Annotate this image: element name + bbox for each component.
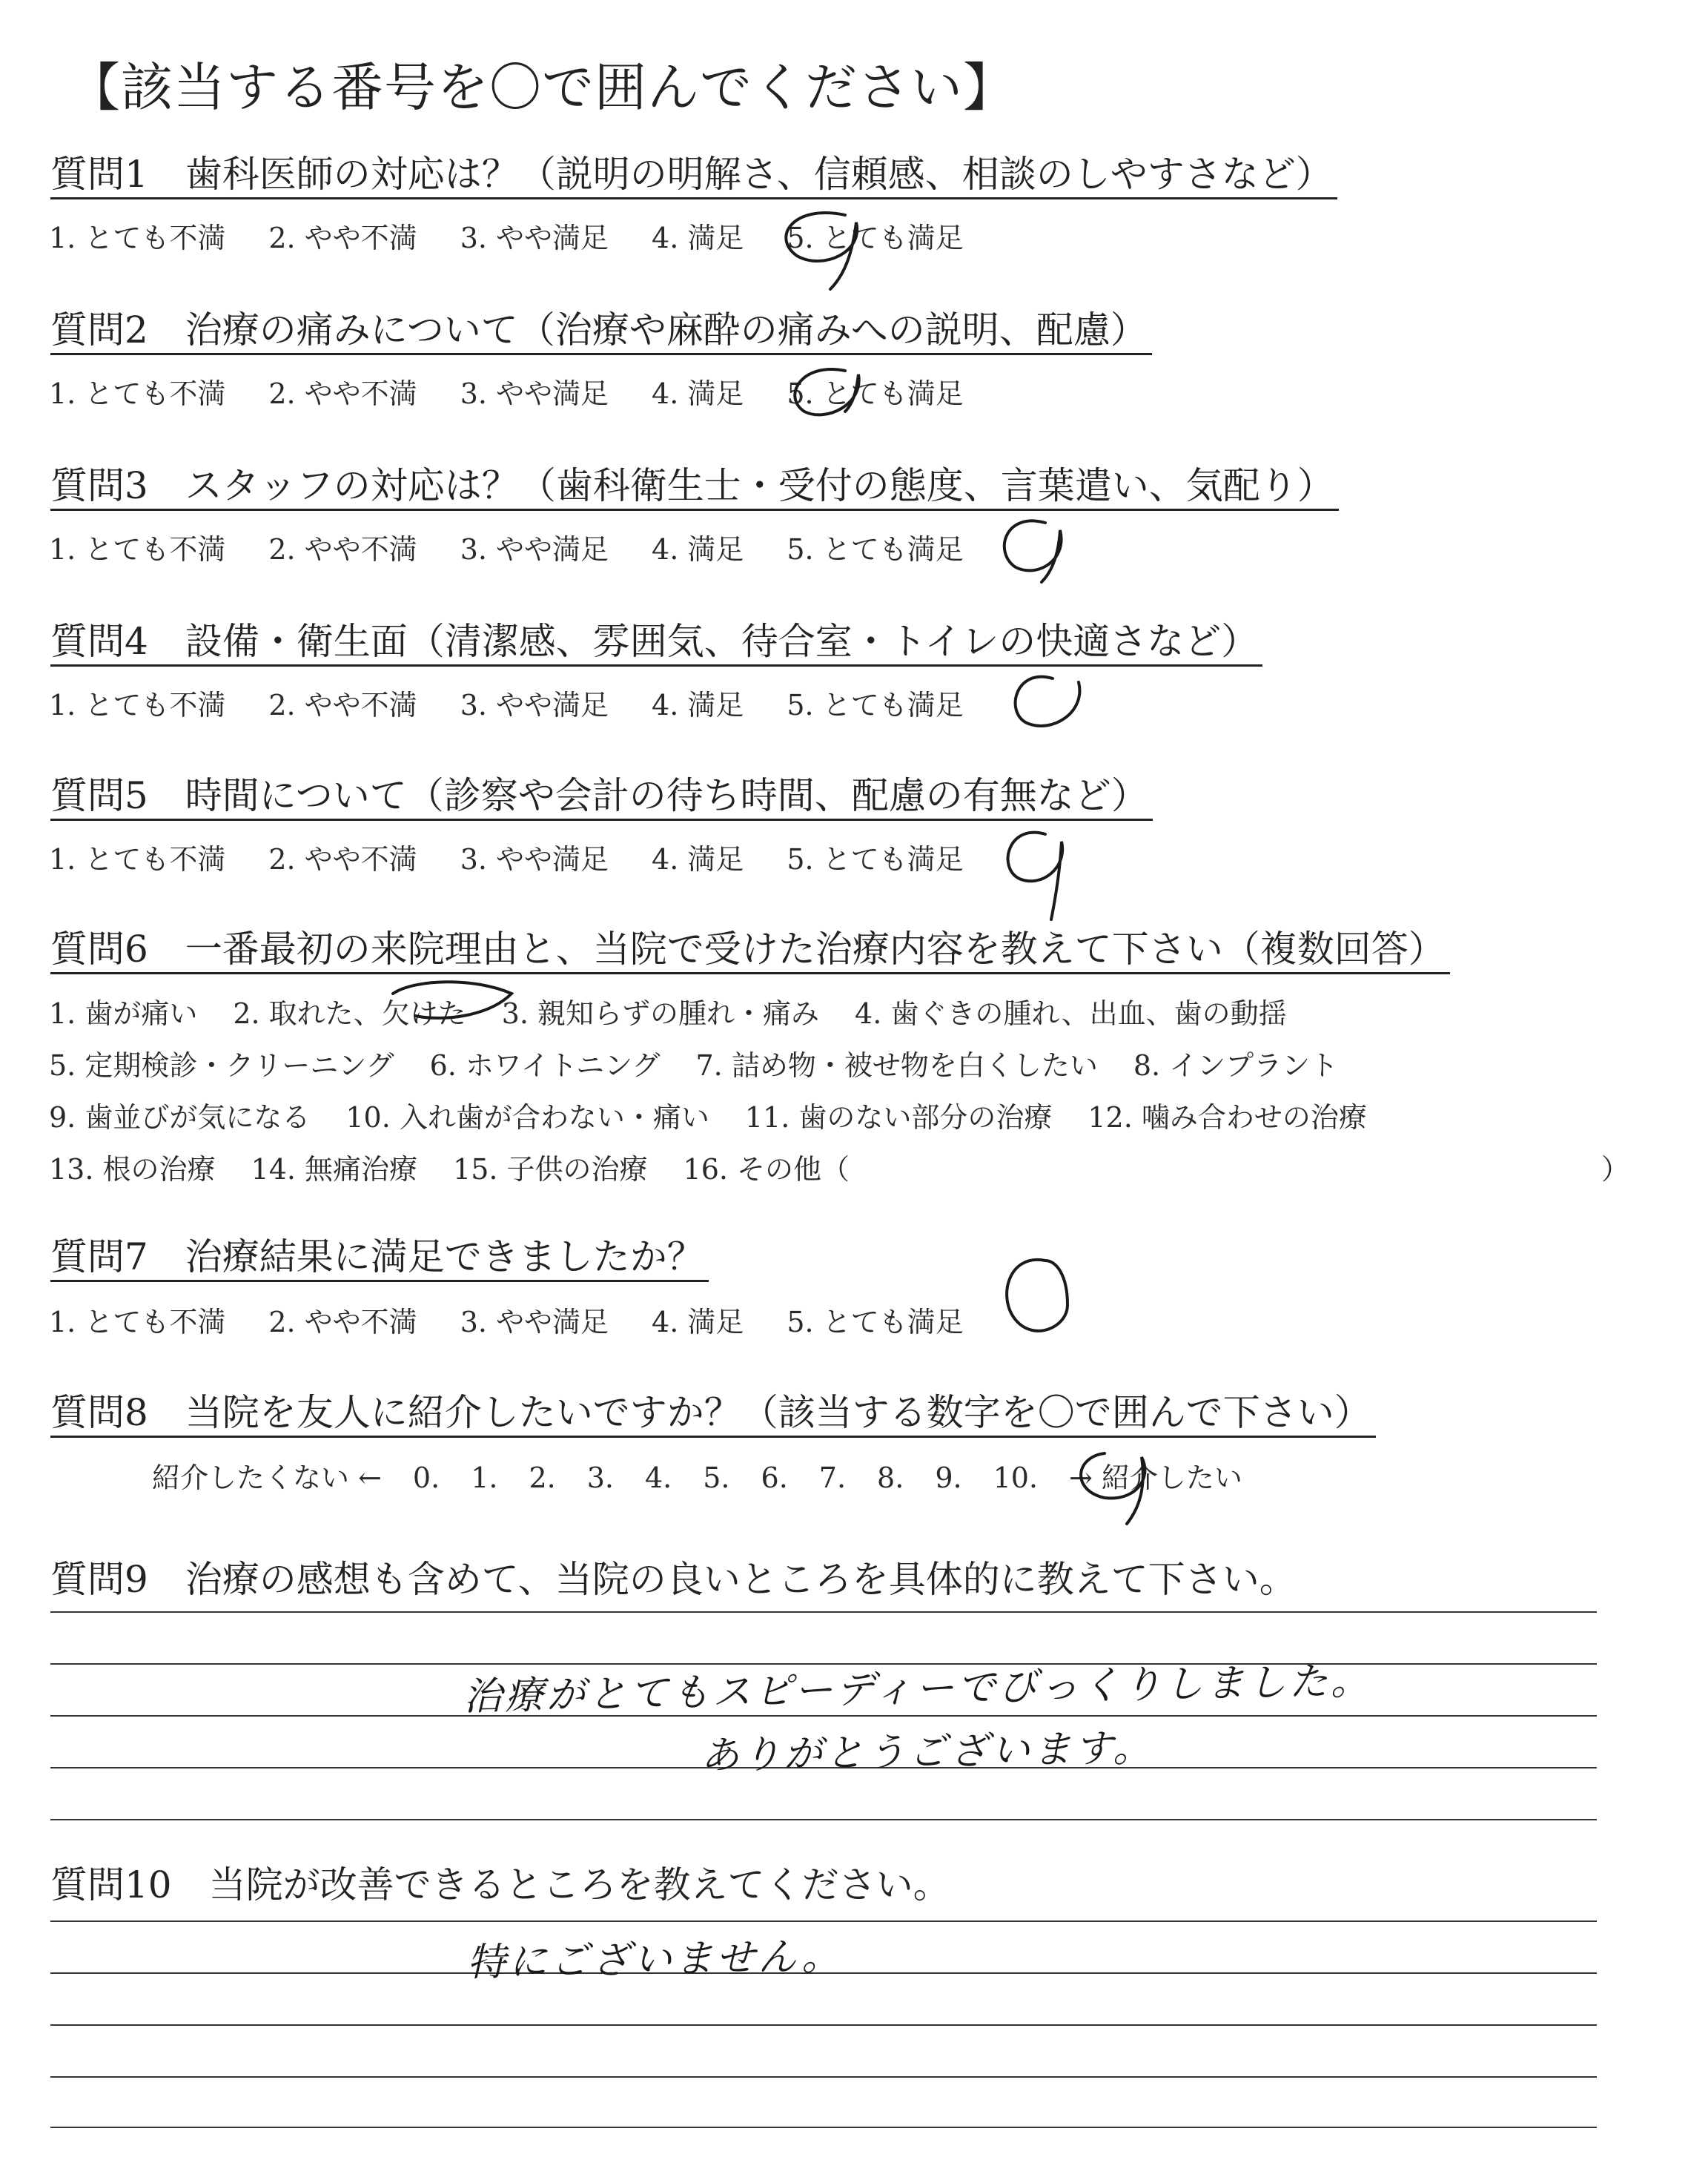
scale-9[interactable]: 9. [935, 1462, 962, 1494]
scale-left-label: 紹介したくない ← [152, 1462, 382, 1494]
q6-option[interactable]: 5. 定期検診・クリーニング [49, 1049, 394, 1082]
question-6-row-2[interactable] [49, 1043, 1374, 1083]
question-2-options[interactable] [49, 371, 1007, 412]
question-6-row-1[interactable] [49, 991, 1323, 1031]
q6-option[interactable]: 6. ホワイトニング [429, 1049, 661, 1082]
q6-option[interactable]: 2. 取れた、欠けた [233, 997, 466, 1030]
question-3-title: 質問3 スタッフの対応は？（歯科衛生士・受付の態度、言葉遣い、気配り） [50, 463, 1339, 511]
question-7-title: 質問7 治療結果に満足できましたか？ [50, 1235, 709, 1282]
option-5[interactable]: 5. とても満足 [787, 533, 964, 566]
option-4[interactable]: 4. 満足 [652, 1306, 744, 1338]
q6-option[interactable]: 4. 歯ぐきの腫れ、出血、歯の動揺 [855, 997, 1287, 1030]
q4-circle-mark [1016, 677, 1080, 726]
scale-3[interactable]: 3. [586, 1462, 614, 1494]
answer-line [50, 1715, 1597, 1717]
option-3[interactable]: 3. やや満足 [460, 843, 609, 876]
answer-line [50, 1819, 1597, 1820]
question-4-options[interactable] [49, 682, 1007, 723]
q6-option[interactable]: 13. 根の治療 [49, 1153, 216, 1186]
page-title: 【該当する番号を〇で囲んでください】 [68, 57, 1016, 118]
option-5[interactable]: 5. とても満足 [787, 377, 964, 410]
question-4-title: 質問4 設備・衛生面（清潔感、雰囲気、待合室・トイレの快適さなど） [50, 619, 1262, 667]
option-3[interactable]: 3. やや満足 [460, 222, 609, 254]
q6-option[interactable]: 3. 親知らずの腫れ・痛み [501, 997, 820, 1030]
option-2[interactable]: 2. やや不満 [268, 1306, 417, 1338]
scale-6[interactable]: 6. [761, 1462, 788, 1494]
option-2[interactable]: 2. やや不満 [268, 533, 417, 566]
q6-option[interactable]: 8. インプラント [1133, 1049, 1339, 1082]
question-6-row-4[interactable] [49, 1146, 885, 1187]
option-4[interactable]: 4. 満足 [652, 377, 744, 410]
q6-option[interactable]: 7. 詰め物・被せ物を白くしたい [695, 1049, 1098, 1082]
answer-line [50, 2024, 1597, 2026]
option-1[interactable]: 1. とても不満 [49, 377, 226, 410]
q6-option[interactable]: 14. 無痛治療 [251, 1153, 418, 1186]
option-3[interactable]: 3. やや満足 [460, 689, 609, 721]
scale-0[interactable]: 0. [412, 1462, 440, 1494]
option-4[interactable]: 4. 満足 [652, 222, 744, 254]
option-4[interactable]: 4. 満足 [652, 533, 744, 566]
question-8-title: 質問8 当院を友人に紹介したいですか？（該当する数字を〇で囲んで下さい） [50, 1390, 1376, 1438]
scale-5[interactable]: 5. [703, 1462, 730, 1494]
q6-option[interactable]: 12. 噛み合わせの治療 [1088, 1101, 1367, 1134]
option-4[interactable]: 4. 満足 [652, 843, 744, 876]
q10-answer-line-1[interactable]: 特にございません。 [466, 1934, 844, 1986]
answer-line [50, 1920, 1597, 1922]
option-2[interactable]: 2. やや不満 [268, 377, 417, 410]
q6-option[interactable]: 11. 歯のない部分の治療 [744, 1101, 1053, 1134]
option-2[interactable]: 2. やや不満 [268, 222, 417, 254]
scale-8[interactable]: 8. [877, 1462, 904, 1494]
q6-option[interactable]: 15. 子供の治療 [453, 1153, 648, 1186]
question-9-title: 質問9 治療の感想も含めて、当院の良いところを具体的に教えて下さい。 [50, 1558, 1297, 1601]
question-3-options[interactable] [49, 526, 1007, 567]
q6-other-close-paren: ） [1601, 1153, 1630, 1186]
question-1-options[interactable] [49, 215, 1007, 256]
q3-circle-mark [1004, 521, 1062, 582]
question-2-title: 質問2 治療の痛みについて（治療や麻酔の痛みへの説明、配慮） [50, 308, 1152, 355]
option-5[interactable]: 5. とても満足 [787, 222, 964, 254]
scale-7[interactable]: 7. [818, 1462, 847, 1494]
question-6-title: 質問6 一番最初の来院理由と、当院で受けた治療内容を教えて下さい（複数回答） [50, 927, 1450, 974]
option-3[interactable]: 3. やや満足 [460, 533, 609, 566]
question-8-scale[interactable] [152, 1455, 1274, 1496]
answer-line [50, 2076, 1597, 2078]
scale-4[interactable]: 4. [644, 1462, 672, 1494]
option-1[interactable]: 1. とても不満 [49, 222, 226, 254]
option-1[interactable]: 1. とても不満 [49, 533, 226, 566]
question-5-title: 質問5 時間について（診察や会計の待ち時間、配慮の有無など） [50, 773, 1153, 821]
option-5[interactable]: 5. とても満足 [787, 689, 964, 721]
q7-circle-mark [1007, 1260, 1068, 1331]
option-1[interactable]: 1. とても不満 [49, 843, 226, 876]
option-1[interactable]: 1. とても不満 [49, 1306, 226, 1338]
question-7-options[interactable] [49, 1299, 1007, 1340]
option-5[interactable]: 5. とても満足 [787, 843, 964, 876]
option-1[interactable]: 1. とても不満 [49, 689, 226, 721]
q6-option-other[interactable]: 16. その他（ [683, 1153, 850, 1186]
question-6-row-3[interactable] [49, 1094, 1403, 1135]
answer-line [50, 2127, 1597, 2128]
scale-10[interactable]: 10. [993, 1462, 1039, 1494]
option-2[interactable]: 2. やや不満 [268, 689, 417, 721]
q5-circle-mark [1008, 833, 1063, 919]
q6-option[interactable]: 1. 歯が痛い [49, 997, 198, 1030]
q6-option[interactable]: 10. 入れ歯が合わない・痛い [345, 1101, 709, 1134]
question-5-options[interactable] [49, 836, 1007, 877]
question-1-title: 質問1 歯科医師の対応は？（説明の明解さ、信頼感、相談のしやすさなど） [50, 152, 1337, 199]
answer-line [50, 1611, 1597, 1613]
scale-right-label: → 紹介したい [1069, 1462, 1242, 1494]
question-10-title: 質問10 当院が改善できるところを教えてください。 [50, 1863, 950, 1906]
option-5[interactable]: 5. とても満足 [787, 1306, 964, 1338]
option-4[interactable]: 4. 満足 [652, 689, 744, 721]
option-2[interactable]: 2. やや不満 [268, 843, 417, 876]
scale-2[interactable]: 2. [529, 1462, 556, 1494]
option-3[interactable]: 3. やや満足 [460, 1306, 609, 1338]
q9-answer-line-2[interactable]: ありがとうございます。 [700, 1725, 1155, 1779]
option-3[interactable]: 3. やや満足 [460, 377, 609, 410]
q6-option[interactable]: 9. 歯並びが気になる [49, 1101, 311, 1134]
scale-1[interactable]: 1. [471, 1462, 498, 1494]
q9-answer-line-1[interactable]: 治療がとてもスピーディーでびっくりしました。 [463, 1659, 1373, 1720]
